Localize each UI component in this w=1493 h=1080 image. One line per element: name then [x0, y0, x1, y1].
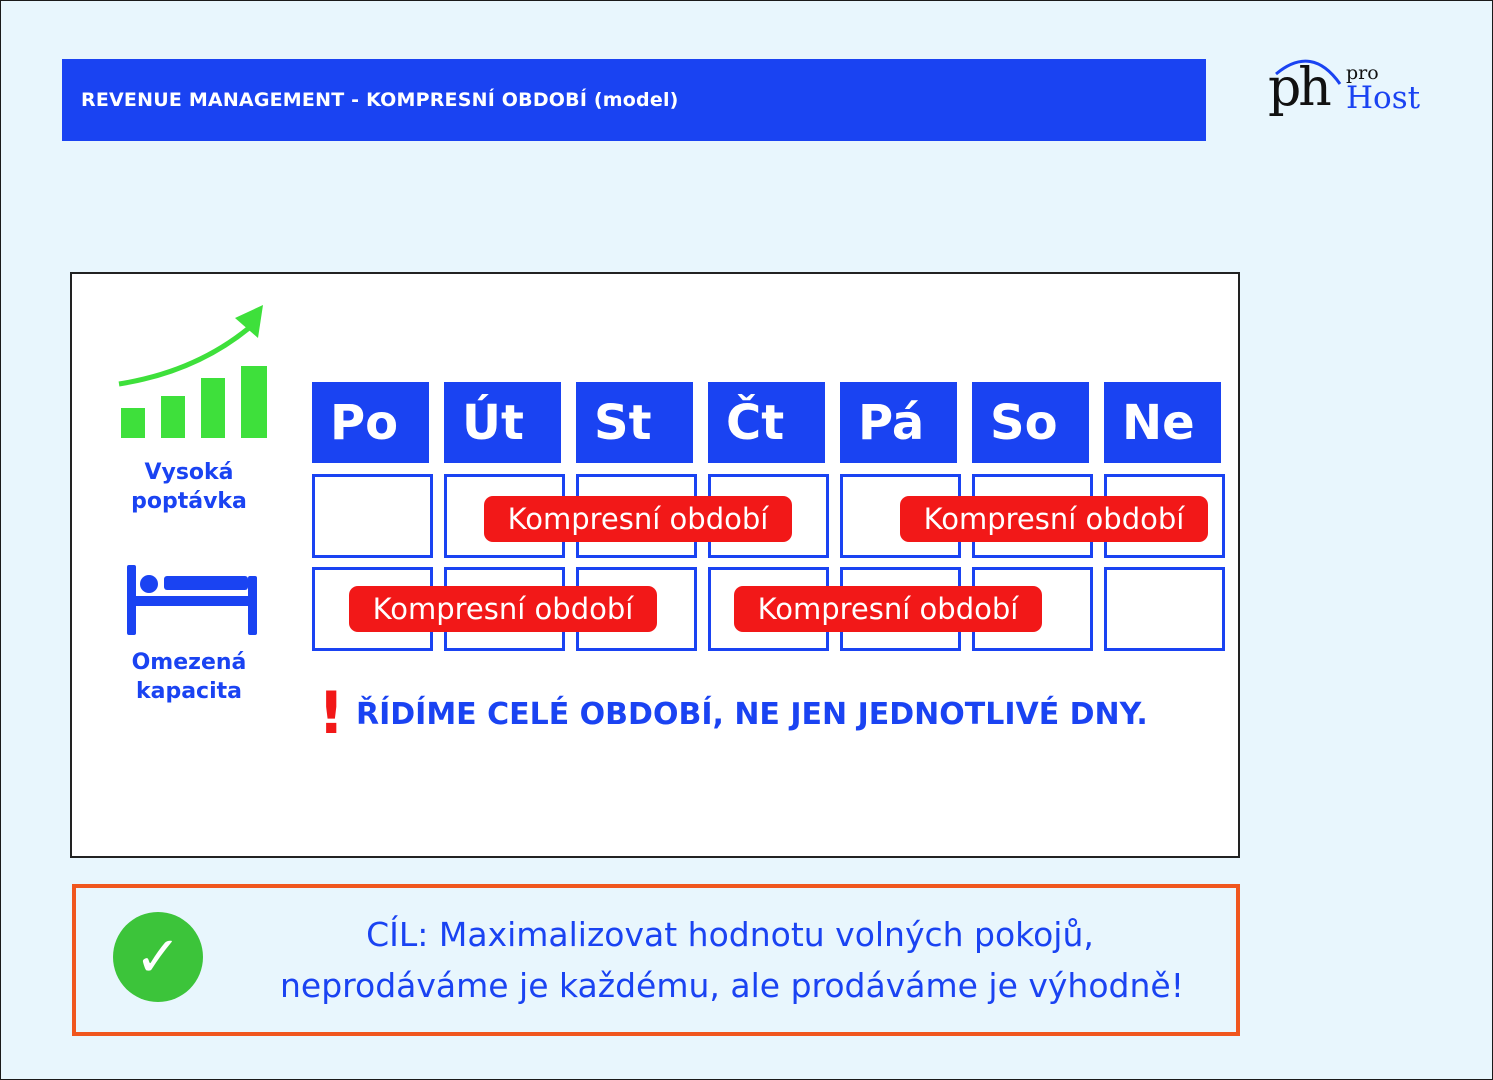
- capacity-label: [99, 648, 279, 706]
- row2-cell-ne: [1104, 567, 1225, 651]
- key-statement: ŘÍDÍME CELÉ OBDOBÍ, NE JEN JEDNOTLIVÉ DNY.: [356, 697, 1148, 732]
- prohost-logo: [1262, 50, 1442, 140]
- page-title: REVENUE MANAGEMENT - KOMPRESNÍ OBDOBÍ (model): [81, 89, 679, 111]
- compression-period-row2-po-st: Kompresní období: [349, 586, 657, 632]
- day-header-st: St: [576, 382, 693, 463]
- logo-ph: ph: [1268, 58, 1329, 118]
- demand-label: [99, 458, 279, 516]
- compression-period-row1-pa-ne: Kompresní období: [900, 496, 1208, 542]
- logo-pro: pro: [1346, 62, 1379, 84]
- row1-cell-po: [312, 474, 433, 558]
- compression-period-row2-ct-so: Kompresní období: [734, 586, 1042, 632]
- compression-period-row1-ut-ct: Kompresní období: [484, 496, 792, 542]
- day-header-ne: Ne: [1104, 382, 1221, 463]
- day-header-po: Po: [312, 382, 429, 463]
- checkmark-icon: ✓: [113, 912, 203, 1002]
- day-header-pa: Pá: [840, 382, 957, 463]
- day-header-so: So: [972, 382, 1089, 463]
- capacity-label-line2: kapacita: [135, 679, 242, 704]
- capacity-label-line1: Omezená: [131, 650, 247, 675]
- page-title-bar: [62, 59, 1206, 141]
- demand-label-line2: poptávka: [131, 489, 247, 514]
- growth-chart-arrow-icon: [115, 300, 275, 445]
- goal-line-1: CÍL: Maximalizovat hodnotu volných pokojů,: [366, 915, 1094, 954]
- bed-icon: [124, 562, 264, 638]
- logo-host: Host: [1346, 80, 1421, 116]
- goal-box: [72, 884, 1240, 1036]
- day-header-ut: Út: [444, 382, 561, 463]
- exclamation-icon: !: [318, 679, 345, 747]
- day-header-ct: Čt: [708, 382, 825, 463]
- goal-line-2: neprodáváme je každému, ale prodáváme je výhodně!: [280, 966, 1184, 1005]
- demand-label-line1: Vysoká: [144, 460, 234, 485]
